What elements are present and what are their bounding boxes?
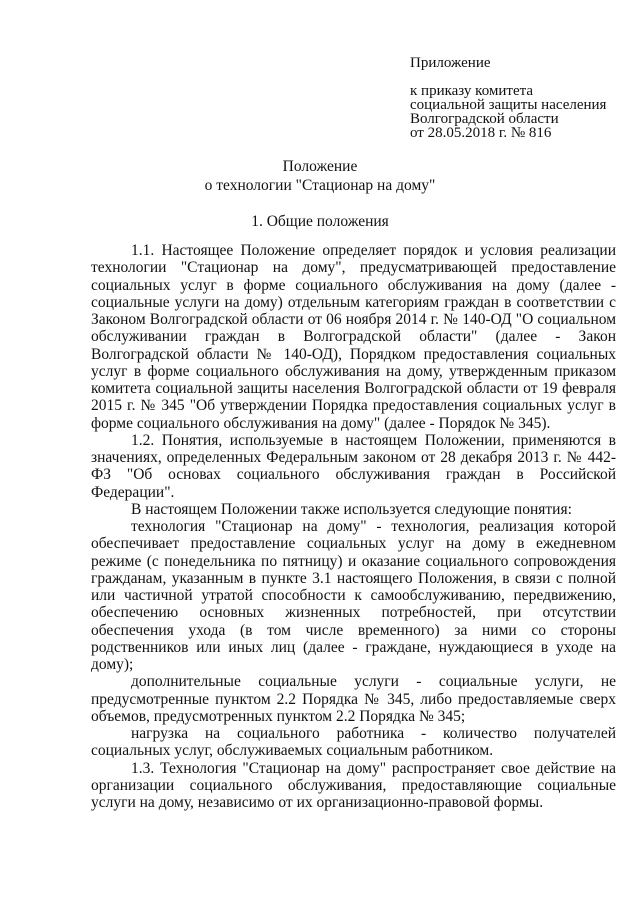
paragraph: дополнительные социальные услуги - социальные услуги, не предусмотренные пунктом 2.2 Порядка № 345, либо предоставляемые сверх объемов, предусмотренных пунктом 2.2 Порядка № 345; bbox=[91, 673, 616, 725]
document-subtitle: о технологии "Стационар на дому" bbox=[204, 177, 436, 194]
paragraph: технология "Стационар на дому" - технология, реализация которой обеспечивает предоставление социальных услуг на дому в ежедневном режиме (с понедельника по пятницу) и оказание социального сопровождения гражданам, указанным в пункте 3.1 настоящего Положения, в связи с полной или частичной утратой способности к самообслуживанию, передвижению, обеспечению основных жизненных потребностей, при отсутствии обеспечения ухода (в том числе временного) за ними со стороны родственников или иных лиц (далее - граждане, нуждающиеся в уходе на дому); bbox=[91, 518, 616, 673]
paragraph: 1.3. Технология "Стационар на дому" распространяет свое действие на организации социального обслуживания, предоставляющие социальные услуги на дому, независимо от их организационно-правовой формы. bbox=[91, 759, 616, 811]
appendix-title: Приложение bbox=[410, 55, 491, 71]
paragraph: В настоящем Положении также используется следующие понятия: bbox=[131, 500, 572, 518]
paragraph: 1.2. Понятия, используемые в настоящем Положении, применяются в значениях, определенных Федеральным законом от 28 декабря 2013 г. № 442-ФЗ "Об основах социального обслуживания граждан в Российской Федерации". bbox=[91, 431, 616, 501]
appendix-line: Волгоградской области bbox=[410, 111, 559, 127]
appendix-block bbox=[410, 56, 635, 140]
section-heading: 1. Общие положения bbox=[251, 213, 389, 230]
paragraph: 1.1. Настоящее Положение определяет порядок и условия реализации технологии "Стационар на дому", предусматривающей предоставление социальных услуг в форме социального обслуживания на дому (далее - социальные услуги на дому) отдельным категориям граждан в соответствии с Законом Волгоградской области от 06 ноября 2014 г. № 140-ОД "О социальном обслуживании граждан в Волгоградской области" (далее - Закон Волгоградской области № 140-ОД), Порядком предоставления социальных услуг в форме социального обслуживания на дому, утвержденным приказом комитета социальной защиты населения Волгоградской области от 19 февраля 2015 г. № 345 "Об утверждении Порядка предоставления социальных услуг в форме социального обслуживания на дому" (далее - Порядок № 345). bbox=[91, 242, 616, 432]
paragraph: нагрузка на социального работника - количество получателей социальных услуг, обслуживаемых социальным работником. bbox=[91, 725, 616, 760]
document-body bbox=[91, 242, 616, 811]
document-title: Положение bbox=[282, 158, 358, 175]
appendix-line: социальной защиты населения bbox=[410, 97, 607, 113]
appendix-date-number: от 28.05.2018 г. № 816 bbox=[410, 125, 552, 141]
appendix-line: к приказу комитета bbox=[410, 83, 534, 99]
